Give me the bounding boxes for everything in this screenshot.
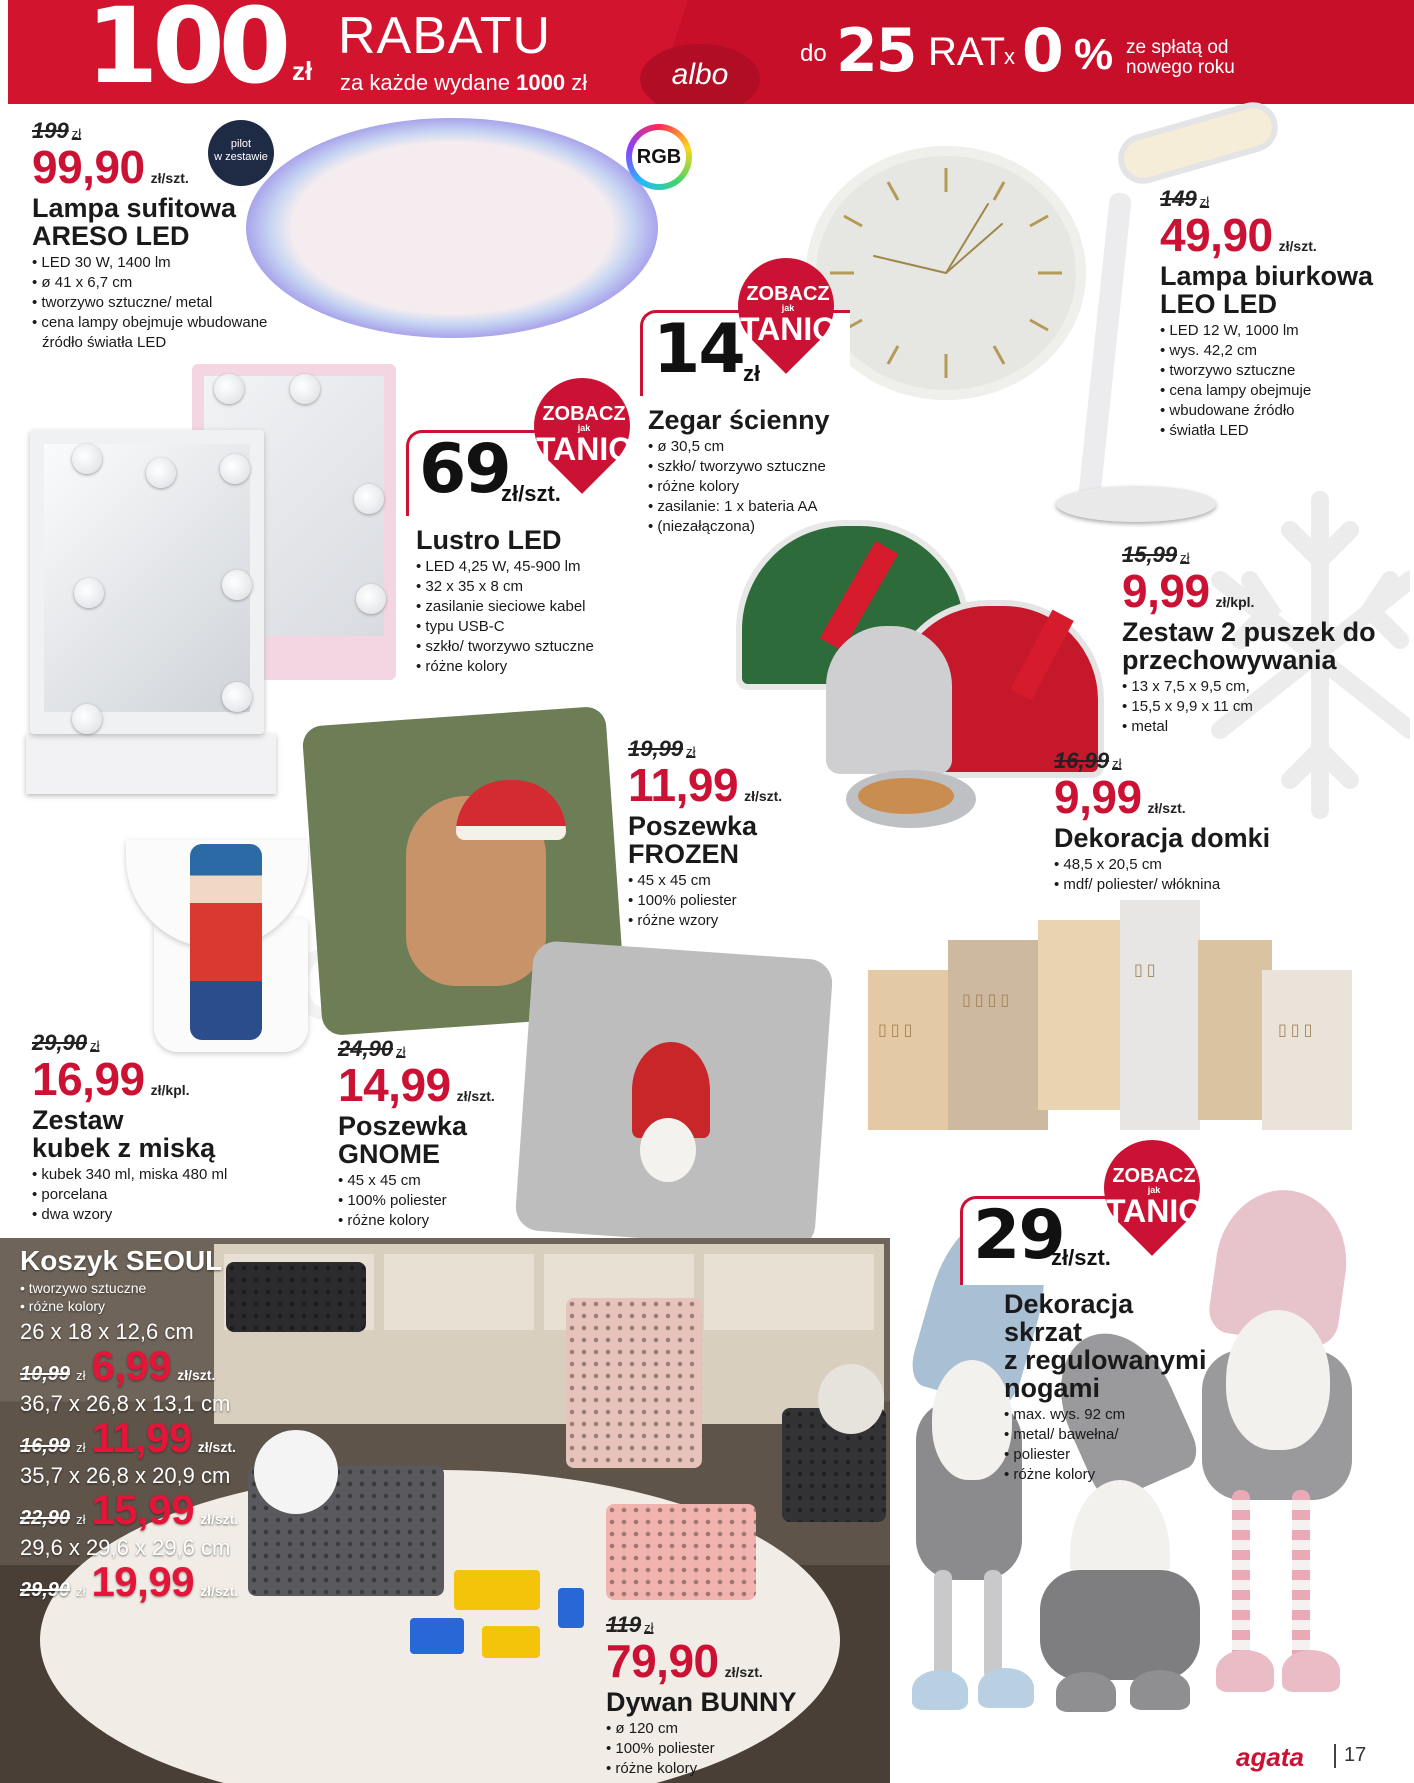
discount-unit: zł (292, 56, 313, 86)
cheap-tag-text (740, 284, 836, 345)
toy-block-icon (558, 1588, 584, 1628)
name-line: Lampa biurkowa (1160, 261, 1374, 291)
size-dims: 29,6 x 29,6 x 29,6 cm (20, 1535, 231, 1560)
product-name (1122, 618, 1392, 674)
price-unit: zł/szt. (1147, 800, 1186, 816)
brand-logo: agata (1236, 1742, 1304, 1772)
old-price-value: 10,99 (20, 1363, 71, 1385)
price-value: 14,99 (338, 1059, 451, 1111)
product-ceiling-lamp[interactable] (32, 118, 302, 353)
feature-list (32, 253, 302, 353)
price-value: 69 (419, 430, 510, 509)
installments-label: RAT (928, 30, 1006, 74)
old-price-value: 22,90 (20, 1507, 71, 1529)
desk-lamp-pole (1078, 192, 1132, 503)
gnome-leg (984, 1570, 1002, 1680)
feature: • LED 12 W, 1000 lm (1160, 321, 1390, 341)
cheap-tag-text (1106, 1166, 1202, 1227)
mirror-bulb (354, 484, 384, 514)
price-value: 9,99 (1054, 771, 1142, 823)
pink-tall-basket-image (566, 1298, 702, 1468)
mirror-bulb (222, 682, 252, 712)
price-unit: zł/szt. (501, 481, 561, 506)
gnome-boot (978, 1668, 1034, 1708)
name-line: nogami (1004, 1373, 1101, 1403)
name-line: GNOME (338, 1139, 441, 1169)
tag-line: TANIO (740, 311, 838, 347)
tag-line: ZOBACZ (746, 283, 830, 305)
price-unit: zł/szt. (150, 170, 189, 186)
toy-block-icon (410, 1618, 464, 1654)
price-unit: zł/szt. (1278, 238, 1317, 254)
name-line: FROZEN (628, 839, 739, 869)
feature: • szkło/ tworzywo sztuczne (416, 637, 646, 657)
windows-icon: ▯▯▯ (878, 1022, 917, 1039)
product-name: Lustro LED (416, 525, 562, 555)
price-value: 9,99 (1122, 565, 1210, 617)
old-price-unit: zł (76, 1368, 86, 1383)
size-dims: 35,7 x 26,8 x 20,9 cm (20, 1463, 231, 1488)
size-option (20, 1463, 280, 1531)
price (1122, 565, 1392, 617)
feature: • 48,5 x 20,5 cm (1054, 855, 1314, 875)
rgb-label: RGB (632, 130, 686, 184)
price-unit: zł/szt. (744, 788, 783, 804)
condition-text: za każde wydane (340, 70, 510, 95)
albo-bubble: albo (640, 44, 760, 104)
mirror-bulb (72, 704, 102, 734)
note-line: ze spłatą od (1126, 37, 1229, 58)
product-name: Zegar ścienny (648, 405, 830, 435)
tag-line: ZOBACZ (542, 403, 626, 425)
size-price (20, 1486, 280, 1533)
badge-line: pilot (230, 138, 252, 150)
feature: • max. wys. 92 cm (1004, 1405, 1234, 1425)
open-mailbox-inside (826, 626, 952, 774)
feature: • szkło/ tworzywo sztuczne (648, 457, 878, 477)
feature: • 100% poliester (338, 1191, 538, 1211)
feature: • różne kolory (648, 477, 878, 497)
feature: • ø 120 cm (606, 1719, 856, 1739)
size-option (20, 1319, 280, 1387)
cheap-tag-text (536, 404, 632, 465)
price-unit: zł/szt. (197, 1439, 236, 1455)
name-line: Lampa sufitowa (32, 193, 237, 223)
old-price-value: 16,99 (20, 1435, 71, 1457)
product-wall-clock[interactable] (648, 402, 878, 537)
price-unit: zł/szt. (1051, 1245, 1111, 1270)
condition-unit: zł (571, 70, 588, 95)
product-pillowcase-frozen[interactable] (628, 736, 828, 931)
size-price (20, 1342, 280, 1389)
feature: • ø 30,5 cm (648, 437, 878, 457)
name-line: ARESO LED (32, 221, 190, 251)
name-line: z regulowanymi (1004, 1345, 1207, 1375)
mirror-bulb (72, 444, 102, 474)
old-price-unit: zł (1180, 550, 1190, 565)
old-price-value: 149 (1160, 186, 1197, 211)
feature: • światła LED (1160, 421, 1390, 441)
price (628, 759, 828, 811)
feature-list (628, 871, 828, 931)
mirror-bulb (146, 458, 176, 488)
product-houses-decoration[interactable] (1054, 748, 1314, 895)
feature: • kubek 340 ml, miska 480 ml (32, 1165, 292, 1185)
feature: • (niezałączona) (648, 517, 878, 537)
gnome-boot (1130, 1670, 1190, 1710)
mirror-bulb (290, 374, 320, 404)
name-line: Poszewka (338, 1111, 468, 1141)
price-unit: zł/szt. (200, 1511, 239, 1527)
old-price-value: 15,99 (1122, 542, 1178, 567)
product-name (1160, 262, 1390, 318)
desk-lamp-head (1112, 96, 1283, 189)
size-option (20, 1535, 280, 1603)
feature: • cena lampy obejmuje (1160, 381, 1390, 401)
mirror-bulb (220, 454, 250, 484)
feature: źródło światła LED (42, 334, 167, 351)
feature: • różne wzory (628, 911, 828, 931)
price-value: 15,99 (91, 1486, 195, 1533)
feature-list (648, 437, 878, 537)
desk-lamp-base (1056, 486, 1216, 522)
discount-amount: 100 (86, 0, 286, 104)
old-price-unit: zł (76, 1584, 86, 1599)
feature: • LED 30 W, 1400 lm (32, 253, 302, 273)
gnome-leg (1232, 1490, 1250, 1660)
windows-icon: ▯▯▯ (1278, 1022, 1317, 1039)
gnome-leg (934, 1570, 952, 1680)
toy-block-icon (454, 1570, 540, 1610)
gnome-beard-icon (1226, 1310, 1330, 1450)
tag-line: jak (577, 423, 591, 433)
feature: • 100% poliester (606, 1739, 856, 1759)
product-name (628, 812, 828, 868)
gnome-boot (1282, 1650, 1340, 1692)
feature: • 13 x 7,5 x 9,5 cm, (1122, 677, 1392, 697)
old-price-unit: zł (396, 1044, 406, 1059)
tag-line: jak (1147, 1185, 1161, 1195)
old-price-unit: zł (76, 1512, 86, 1527)
feature: • 45 x 45 cm (628, 871, 828, 891)
mirror-bulb (74, 578, 104, 608)
feature: • zasilanie: 1 x bateria AA (648, 497, 878, 517)
old-price-value: 29,90 (20, 1579, 71, 1601)
size-option (20, 1391, 280, 1459)
price (1160, 209, 1390, 261)
feature: • metal/ bawełna/ (1004, 1425, 1234, 1445)
gnome-beard-icon (640, 1118, 696, 1182)
old-price-unit: zł (686, 744, 696, 759)
feature: • 15,5 x 9,9 x 11 cm (1122, 697, 1392, 717)
house-icon (868, 970, 958, 1130)
tag-line: jak (781, 303, 795, 313)
price-value: 29 (973, 1196, 1064, 1275)
product-name (32, 1106, 292, 1162)
promo-banner (0, 0, 1414, 104)
installments-count: 25 (836, 16, 916, 86)
price (32, 141, 302, 193)
gnome-boot (1056, 1672, 1116, 1712)
house-icon (1198, 940, 1272, 1120)
feature: • wys. 42,2 cm (1160, 341, 1390, 361)
size-price (20, 1558, 280, 1605)
product-tin-set[interactable] (1122, 542, 1392, 737)
feature-list (338, 1171, 538, 1231)
page-number: 17 (1344, 1744, 1367, 1766)
feature-list (1004, 1405, 1234, 1485)
feature: • wbudowane źródło (1160, 401, 1390, 421)
feature: • zasilanie sieciowe kabel (416, 597, 646, 617)
feature: • typu USB-C (416, 617, 646, 637)
nutcracker-print-icon (190, 844, 262, 1040)
price-unit: zł/szt. (456, 1088, 495, 1104)
feature-list (606, 1719, 856, 1779)
price (1054, 771, 1314, 823)
cookie-icon (858, 778, 954, 814)
price-value: 16,99 (32, 1053, 145, 1105)
house-icon (1038, 920, 1128, 1110)
old-price-value: 119 (606, 1612, 642, 1637)
installments-note (1126, 38, 1235, 78)
name-line: Poszewka (628, 811, 758, 841)
name-line: skrzat (1004, 1317, 1083, 1347)
name-line: Dekoracja (1004, 1289, 1134, 1319)
feature: • 32 x 35 x 8 cm (416, 577, 646, 597)
mirror-bulb (214, 374, 244, 404)
price-unit: zł/szt. (724, 1664, 763, 1680)
teddy-toy-icon (818, 1364, 884, 1434)
feature: • tworzywo sztuczne (20, 1279, 280, 1297)
old-price-unit: zł (1112, 756, 1122, 771)
feature-list (1122, 677, 1392, 737)
price-value: 79,90 (606, 1635, 719, 1687)
old-price-unit: zł (71, 126, 82, 141)
size-dims: 26 x 18 x 12,6 cm (20, 1319, 194, 1344)
interest-zero: 0 (1022, 16, 1064, 86)
footer-divider (1334, 1744, 1336, 1768)
price (338, 1059, 538, 1111)
feature-list (1160, 321, 1390, 441)
shelf-cell (704, 1254, 874, 1330)
feature: • poliester (1004, 1445, 1234, 1465)
house-icon (948, 940, 1048, 1130)
feature: • metal (1122, 717, 1392, 737)
price-unit: zł/kpl. (150, 1082, 190, 1098)
gnome-beard-icon (932, 1360, 1012, 1480)
price-unit: zł/szt. (177, 1367, 216, 1383)
product-name (32, 194, 302, 250)
feature: • różne kolory (1004, 1465, 1234, 1485)
product-basket-seoul[interactable] (20, 1246, 280, 1603)
gnome-boot (912, 1670, 968, 1710)
size-price (20, 1414, 280, 1461)
product-name: Dywan BUNNY (606, 1687, 797, 1717)
price-value: 99,90 (32, 141, 145, 193)
product-rug-bunny[interactable] (606, 1612, 856, 1779)
mirror-bulb (222, 570, 252, 600)
ceiling-lamp-image (246, 118, 658, 338)
old-price-value: 24,90 (338, 1036, 394, 1061)
price-value: 11,99 (628, 759, 739, 811)
feature: • różne kolory (20, 1297, 280, 1315)
name-line: Zestaw (32, 1105, 124, 1135)
mirror-bulb (356, 584, 386, 614)
feature: • 100% poliester (628, 891, 828, 911)
product-name: Koszyk SEOUL (20, 1245, 223, 1276)
old-price-value: 199 (32, 118, 69, 143)
product-name (338, 1112, 538, 1168)
feature-list (416, 557, 646, 677)
product-pillowcase-gnome[interactable] (338, 1036, 538, 1231)
feature: • dwa wzory (32, 1205, 292, 1225)
windows-icon: ▯▯▯▯ (962, 992, 1014, 1009)
interest-percent: % (1074, 30, 1114, 79)
price (32, 1053, 292, 1105)
wooden-houses-image (858, 900, 1358, 1140)
price-value: 19,99 (91, 1558, 195, 1605)
price-value: 11,99 (91, 1414, 192, 1461)
note-line: nowego roku (1126, 57, 1235, 78)
feature: • cena lampy obejmuje wbudowane (32, 313, 302, 333)
feature: • mdf/ poliester/ włóknina (1054, 875, 1314, 895)
gnome-body (1040, 1570, 1200, 1680)
product-gnome-decoration[interactable] (1004, 1286, 1234, 1485)
feature: • LED 4,25 W, 45-900 lm (416, 557, 646, 577)
name-line: przechowywania (1122, 645, 1337, 675)
price-value: 14 (653, 310, 744, 389)
windows-icon: ▯▯ (1134, 962, 1160, 979)
feature: • 45 x 45 cm (338, 1171, 538, 1191)
price-unit: zł (743, 361, 761, 386)
discount-condition (340, 70, 587, 96)
product-name (1004, 1290, 1234, 1402)
house-icon (1120, 900, 1200, 1130)
old-price-value: 19,99 (628, 736, 684, 761)
product-name: Dekoracja domki (1054, 823, 1271, 853)
price (606, 1635, 856, 1687)
feature: • tworzywo sztuczne/ metal (32, 293, 302, 313)
feature: • porcelana (32, 1185, 292, 1205)
size-dims: 36,7 x 26,8 x 13,1 cm (20, 1391, 231, 1416)
feature-list (1054, 855, 1314, 895)
tag-line: TANIO (1106, 1193, 1204, 1229)
shelf-cell (384, 1254, 534, 1330)
gnome-leg (1292, 1490, 1310, 1660)
name-line: Zestaw 2 puszek do (1122, 617, 1376, 647)
feature: • różne kolory (416, 657, 646, 677)
old-price-unit: zł (644, 1620, 654, 1635)
feature-list (20, 1279, 280, 1315)
product-led-mirror[interactable] (416, 522, 646, 677)
name-line: LEO LED (1160, 289, 1278, 319)
feature: • różne kolory (606, 1759, 856, 1779)
white-mirror-glass (44, 444, 250, 712)
price-unit: zł/szt. (200, 1583, 239, 1599)
mirror-stand (26, 734, 276, 794)
house-icon (1262, 970, 1352, 1130)
product-desk-lamp[interactable] (1160, 186, 1390, 441)
pink-basket-image (606, 1504, 756, 1600)
old-price-unit: zł (1199, 194, 1210, 209)
old-price-value: 29,90 (32, 1030, 88, 1055)
feature: • ø 41 x 6,7 cm (32, 273, 302, 293)
tag-line: TANIO (536, 431, 634, 467)
tag-line: ZOBACZ (1112, 1165, 1196, 1187)
price-unit: zł/kpl. (1215, 594, 1255, 610)
old-price-unit: zł (90, 1038, 100, 1053)
discount-headline: RABATU (338, 7, 552, 65)
feature: • różne kolory (338, 1211, 538, 1231)
feature-list (32, 1165, 292, 1225)
name-line: kubek z miską (32, 1133, 216, 1163)
price-value: 49,90 (1160, 209, 1273, 261)
price-value: 6,99 (91, 1342, 172, 1389)
old-price-unit: zł (76, 1440, 86, 1455)
installments-times: x (1004, 44, 1015, 69)
rgb-badge (626, 124, 692, 190)
badge-line: w zestawie (214, 151, 268, 163)
condition-amount: 1000 (516, 70, 566, 95)
toy-block-icon (482, 1626, 540, 1658)
product-mug-bowl-set[interactable] (32, 1030, 292, 1225)
installments-prefix: do (800, 40, 827, 67)
old-price-value: 16,99 (1054, 748, 1110, 773)
feature: • tworzywo sztuczne (1160, 361, 1390, 381)
gnome-boot (1216, 1650, 1274, 1692)
